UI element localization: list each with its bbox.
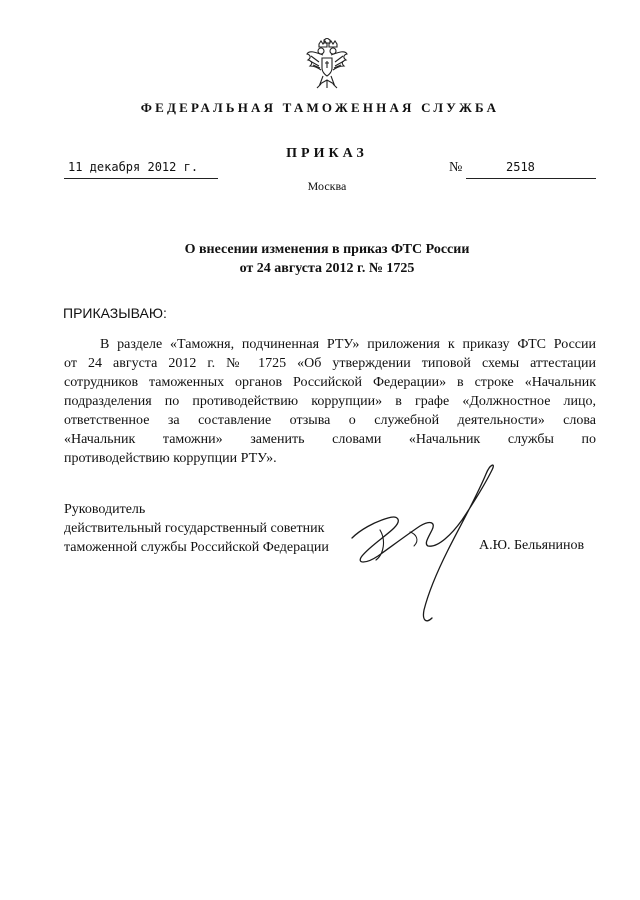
coat-of-arms-icon <box>305 38 349 90</box>
order-body <box>64 335 596 468</box>
signer-title <box>64 500 329 557</box>
order-date: 11 декабря 2012 г. <box>68 160 199 174</box>
body-line: сотрудников таможенных органов Российской Федерации» в строке «Начальник <box>64 375 596 390</box>
order-number: 2518 <box>506 160 535 174</box>
agency-name: ФЕДЕРАЛЬНАЯ ТАМОЖЕННАЯ СЛУЖБА <box>140 100 500 115</box>
signer-title-line-3: таможенной службы Российской Федерации <box>64 540 329 555</box>
subject-line-1: О внесении изменения в приказ ФТС России <box>184 242 470 257</box>
signer-title-line-1: Руководитель <box>64 502 146 517</box>
number-sign: № <box>449 160 463 175</box>
order-subject <box>0 240 640 278</box>
date-field <box>64 158 218 179</box>
order-directive: ПРИКАЗЫВАЮ: <box>63 305 167 321</box>
body-line: ответственное за составление отзыва о служебной деятельности» слова <box>64 413 596 428</box>
signer-title-line-2: действительный государственный советник <box>64 521 325 536</box>
body-line: В разделе «Таможня, подчиненная РТУ» приложения к приказу ФТС России <box>100 337 596 352</box>
body-line: «Начальник таможни» заменить словами «Начальник службы по <box>64 432 596 447</box>
body-line: противодействию коррупции РТУ». <box>64 451 277 466</box>
subject-line-2: от 24 августа 2012 г. № 1725 <box>239 261 415 276</box>
number-field <box>466 158 596 179</box>
city: Москва <box>307 179 347 193</box>
body-line: от 24 августа 2012 г. № 1725 «Об утверждении типовой схемы аттестации <box>64 356 596 371</box>
signer-name: А.Ю. Бельянинов <box>479 538 585 553</box>
body-line: подразделения по противодействию коррупции» в графе «Должностное лицо, <box>64 394 596 409</box>
document-type-title: ПРИКАЗ <box>286 146 368 161</box>
